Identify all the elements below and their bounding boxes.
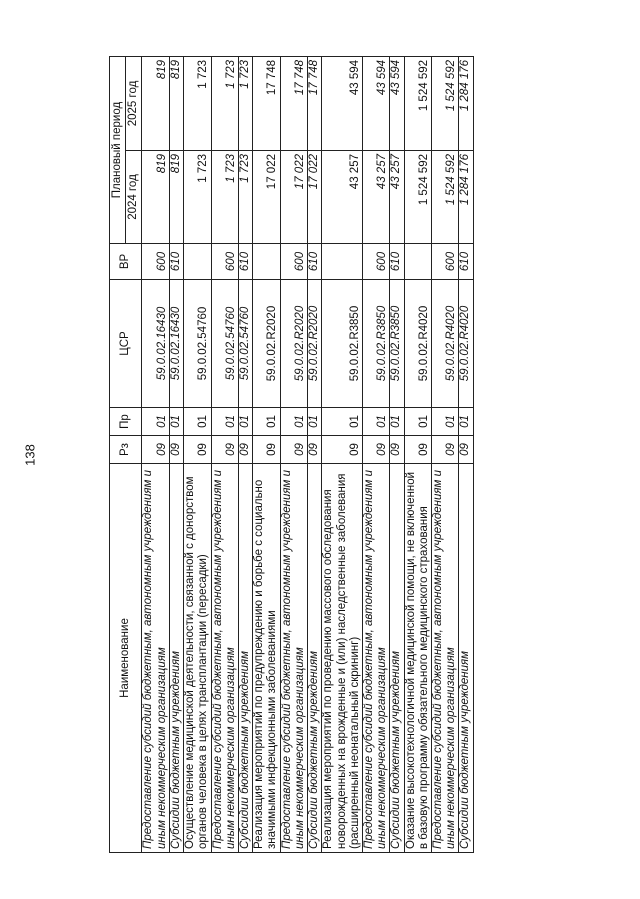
- row-csr: 59.0.02.R3850: [390, 280, 404, 408]
- row-pr: 01: [169, 408, 183, 436]
- row-name: Субсидии бюджетным учреждениям: [308, 464, 322, 853]
- row-csr: 59.0.02.R2020: [308, 280, 322, 408]
- header-rz: Рз: [110, 436, 142, 464]
- table-row: [169, 56, 183, 852]
- row-vr: 610: [169, 244, 183, 280]
- row-name: Субсидии бюджетным учреждениям: [459, 464, 473, 853]
- page-number: 138: [22, 444, 38, 466]
- table-row: [253, 56, 280, 852]
- row-name: Предоставление субсидий бюджетным, автономным учреждениям и иным некоммерческим организациям: [211, 464, 238, 853]
- row-vr: 610: [308, 244, 322, 280]
- table-row: [142, 56, 169, 852]
- table-row: [390, 56, 404, 852]
- row-value-2024: 17 022: [280, 151, 307, 244]
- header-row: [110, 56, 126, 852]
- row-name: Субсидии бюджетным учреждениям: [390, 464, 404, 853]
- row-value-2024: 43 257: [362, 151, 389, 244]
- header-name: Наименование: [110, 464, 142, 853]
- row-value-2025: 1 723: [184, 56, 211, 150]
- row-pr: 01: [238, 408, 252, 436]
- row-value-2025: 819: [142, 56, 169, 150]
- row-pr: 01: [184, 408, 211, 436]
- row-rz: 09: [211, 436, 238, 464]
- row-vr: [184, 244, 211, 280]
- row-value-2024: 1 723: [184, 151, 211, 244]
- row-csr: 59.0.02.R3850: [322, 280, 363, 408]
- row-vr: 610: [390, 244, 404, 280]
- row-value-2024: 1 723: [238, 151, 252, 244]
- table-row: [432, 56, 459, 852]
- row-value-2025: 1 723: [211, 56, 238, 150]
- row-name: Реализация мероприятий по предупреждению и борьбе с социально значимыми инфекционными заболеваниями: [253, 464, 280, 853]
- row-value-2024: 43 257: [390, 151, 404, 244]
- row-value-2025: 1 524 592: [432, 56, 459, 150]
- header-2025: 2025 год: [126, 56, 142, 150]
- header-pr: Пр: [110, 408, 142, 436]
- header-2024: 2024 год: [126, 151, 142, 244]
- row-rz: 09: [169, 436, 183, 464]
- row-rz: 09: [459, 436, 473, 464]
- header-vr: ВР: [110, 244, 142, 280]
- row-name: Предоставление субсидий бюджетным, автономным учреждениям и иным некоммерческим организациям: [280, 464, 307, 853]
- row-name: Субсидии бюджетным учреждениям: [169, 464, 183, 853]
- row-vr: [404, 244, 431, 280]
- row-vr: 610: [238, 244, 252, 280]
- row-rz: 09: [404, 436, 431, 464]
- row-csr: 59.0.02.54760: [238, 280, 252, 408]
- table-row: [322, 56, 363, 852]
- row-pr: 01: [432, 408, 459, 436]
- budget-table: [109, 56, 474, 853]
- row-pr: 01: [280, 408, 307, 436]
- table-row: [238, 56, 252, 852]
- row-value-2024: 43 257: [322, 151, 363, 244]
- row-csr: 59.0.02.R3850: [362, 280, 389, 408]
- row-name: Предоставление субсидий бюджетным, автономным учреждениям и иным некоммерческим организациям: [142, 464, 169, 853]
- row-rz: 09: [238, 436, 252, 464]
- row-value-2025: 819: [169, 56, 183, 150]
- row-csr: 59.0.02.R2020: [253, 280, 280, 408]
- row-vr: 600: [142, 244, 169, 280]
- table-row: [184, 56, 211, 852]
- row-value-2024: 1 524 592: [432, 151, 459, 244]
- row-rz: 09: [390, 436, 404, 464]
- row-pr: 01: [362, 408, 389, 436]
- row-vr: 600: [211, 244, 238, 280]
- row-pr: 01: [253, 408, 280, 436]
- row-pr: 01: [322, 408, 363, 436]
- table-row: [362, 56, 389, 852]
- row-pr: 01: [142, 408, 169, 436]
- row-csr: 59.0.02.R2020: [280, 280, 307, 408]
- row-pr: 01: [390, 408, 404, 436]
- row-rz: 09: [322, 436, 363, 464]
- row-value-2024: 17 022: [308, 151, 322, 244]
- row-rz: 09: [308, 436, 322, 464]
- row-value-2025: 1 284 176: [459, 56, 473, 150]
- table-row: [404, 56, 431, 852]
- row-vr: 600: [362, 244, 389, 280]
- row-csr: 59.0.02.16430: [169, 280, 183, 408]
- table-row: [211, 56, 238, 852]
- row-pr: 01: [404, 408, 431, 436]
- table-row: [459, 56, 473, 852]
- row-pr: 01: [459, 408, 473, 436]
- table-body: [142, 56, 473, 852]
- row-vr: [322, 244, 363, 280]
- row-value-2024: 17 022: [253, 151, 280, 244]
- row-vr: 600: [280, 244, 307, 280]
- row-name: Субсидии бюджетным учреждениям: [238, 464, 252, 853]
- row-vr: 600: [432, 244, 459, 280]
- row-csr: 59.0.02.54760: [211, 280, 238, 408]
- row-value-2025: 1 524 592: [404, 56, 431, 150]
- row-value-2025: 43 594: [390, 56, 404, 150]
- row-pr: 01: [308, 408, 322, 436]
- row-value-2024: 1 524 592: [404, 151, 431, 244]
- row-value-2025: 43 594: [322, 56, 363, 150]
- header-plan-period: Плановый период: [110, 56, 126, 243]
- row-rz: 09: [253, 436, 280, 464]
- row-name: Осуществление медицинской деятельности, связанной с донорством органов человека в целях трансплантации (пересадки): [184, 464, 211, 853]
- row-csr: 59.0.02.16430: [142, 280, 169, 408]
- row-value-2025: 17 748: [253, 56, 280, 150]
- row-rz: 09: [184, 436, 211, 464]
- header-csr: ЦСР: [110, 280, 142, 408]
- row-value-2024: 1 723: [211, 151, 238, 244]
- row-csr: 59.0.02.54760: [184, 280, 211, 408]
- row-csr: 59.0.02.R4020: [432, 280, 459, 408]
- row-value-2024: 819: [169, 151, 183, 244]
- row-csr: 59.0.02.R4020: [404, 280, 431, 408]
- row-value-2024: 819: [142, 151, 169, 244]
- row-value-2025: 1 723: [238, 56, 252, 150]
- row-pr: 01: [211, 408, 238, 436]
- row-rz: 09: [432, 436, 459, 464]
- row-value-2025: 43 594: [362, 56, 389, 150]
- row-csr: 59.0.02.R4020: [459, 280, 473, 408]
- row-name: Предоставление субсидий бюджетным, автономным учреждениям и иным некоммерческим организациям: [362, 464, 389, 853]
- row-vr: 610: [459, 244, 473, 280]
- row-name: Оказание высокотехнологичной медицинской помощи, не включенной в базовую программу обязательного медицинского страхования: [404, 464, 431, 853]
- row-rz: 09: [142, 436, 169, 464]
- row-name: Предоставление субсидий бюджетным, автономным учреждениям и иным некоммерческим организациям: [432, 464, 459, 853]
- row-value-2025: 17 748: [308, 56, 322, 150]
- row-rz: 09: [362, 436, 389, 464]
- rotated-table-container: [109, 57, 557, 853]
- table-row: [308, 56, 322, 852]
- row-value-2025: 17 748: [280, 56, 307, 150]
- row-rz: 09: [280, 436, 307, 464]
- table-row: [280, 56, 307, 852]
- row-value-2024: 1 284 176: [459, 151, 473, 244]
- row-vr: [253, 244, 280, 280]
- row-name: Реализация мероприятий по проведению массового обследования новорожденных на врожденные и (или) наследственные заболевания (расширенный неонатальный скрининг): [322, 464, 363, 853]
